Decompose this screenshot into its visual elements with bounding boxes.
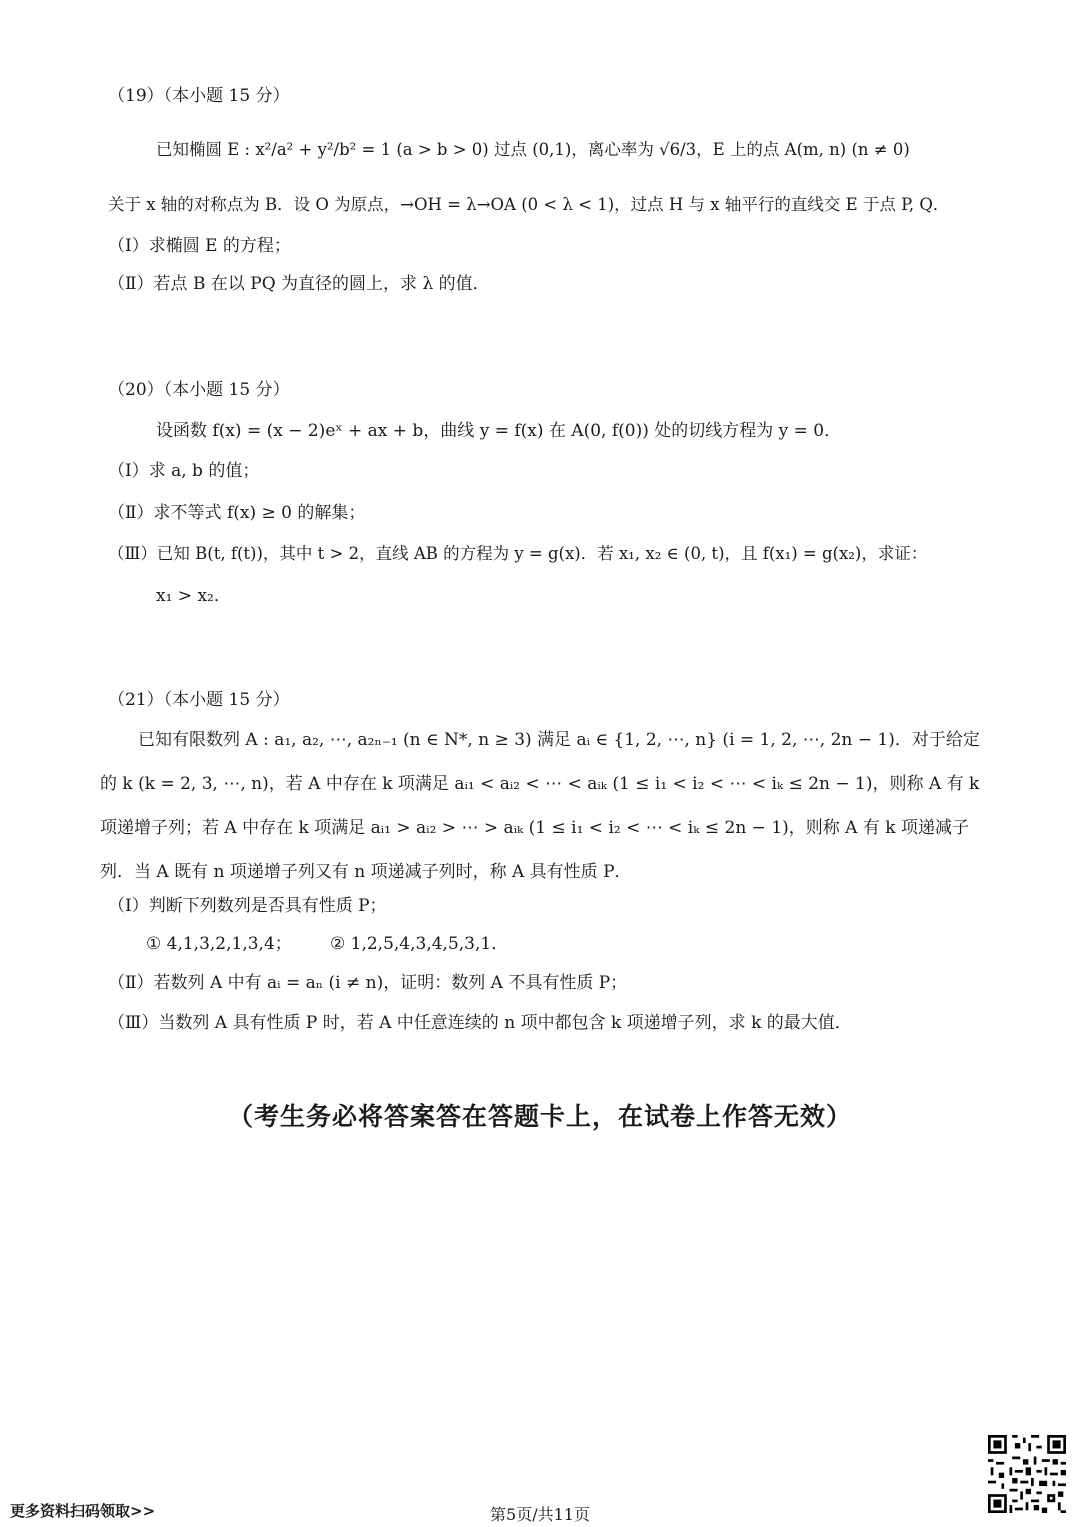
q19-header: （19）（本小题 15 分） [108,86,290,106]
footer-promo-text: 更多资料扫码领取>> [10,1502,156,1520]
q21-option1: ① 4,1,3,2,1,3,4； [146,934,292,954]
q20-part2: （Ⅱ）求不等式 f(x) ≥ 0 的解集； [108,503,366,523]
q19-statement-line2: 关于 x 轴的对称点为 B．设 O 为原点，→OH = λ→OA (0 < λ < 1)，过点 H 与 x 轴平行的直线交 E 于点 P, Q． [108,195,950,214]
q19-part1: （Ⅰ）求椭圆 E 的方程； [108,236,291,256]
q19-part2: （Ⅱ）若点 B 在以 PQ 为直径的圆上，求 λ 的值． [108,274,490,294]
q21-part2: （Ⅱ）若数列 A 中有 aᵢ = aₙ (i ≠ n)，证明：数列 A 不具有性质 P； [108,973,628,993]
q21-header: （21）（本小题 15 分） [108,690,290,710]
exam-notice: （考生务必将答案答在答题卡上，在试卷上作答无效） [227,1102,852,1131]
q21-option2: ② 1,2,5,4,3,4,5,3,1． [330,934,509,954]
q20-part3-continued: x₁ > x₂． [156,586,231,606]
q21-part1: （Ⅰ）判断下列数列是否具有性质 P； [108,896,387,916]
q20-part1: （Ⅰ）求 a, b 的值； [108,461,260,481]
q20-part3: （Ⅲ）已知 B(t, f(t))，其中 t > 2，直线 AB 的方程为 y = g(x)．若 x₁, x₂ ∈ (0, t)，且 f(x₁) = g(x₂)，求证： [108,544,928,563]
q19-statement-line1: 已知椭圆 E : x²/a² + y²/b² = 1 (a > b > 0) 过点 (0,1)，离心率为 √6/3，E 上的点 A(m, n) (n ≠ 0) [156,140,910,159]
q21-statement: 已知有限数列 A : a₁, a₂, ⋯, a₂ₙ₋₁ (n ∈ N*, n ≥ 3) 满足 aᵢ ∈ {1, 2, ⋯, n} (i = 1, 2, ⋯, 2n − 1)．对于给定的 k (k = 2, 3, ⋯, n)，若 A 中存在 k 项满足 aᵢ₁ < aᵢ₂ < ⋯ < aᵢₖ (1 ≤ i₁ < i₂ < ⋯ < iₖ ≤ 2n − 1)，则称 A 有 k 项递增子列；若 A 中存在 k 项满足 aᵢ₁ > aᵢ₂ > ⋯ > aᵢₖ (1 ≤ i₁ < i₂ < ⋯ < iₖ ≤ 2n − 1)，则称 A 有 k 项递减子列．当 A 既有 n 项递增子列又有 n 项递减子列时，称 A 具有性质 P． [100,730,980,882]
page-number: 第5页/共11页 [490,1505,590,1524]
q21-part3: （Ⅲ）当数列 A 具有性质 P 时，若 A 中任意连续的 n 项中都包含 k 项递增子列，求 k 的最大值． [108,1013,852,1033]
q20-statement: 设函数 f(x) = (x − 2)eˣ + ax + b，曲线 y = f(x) 在 A(0, f(0)) 处的切线方程为 y = 0． [156,421,842,441]
q20-header: （20）（本小题 15 分） [108,380,290,400]
